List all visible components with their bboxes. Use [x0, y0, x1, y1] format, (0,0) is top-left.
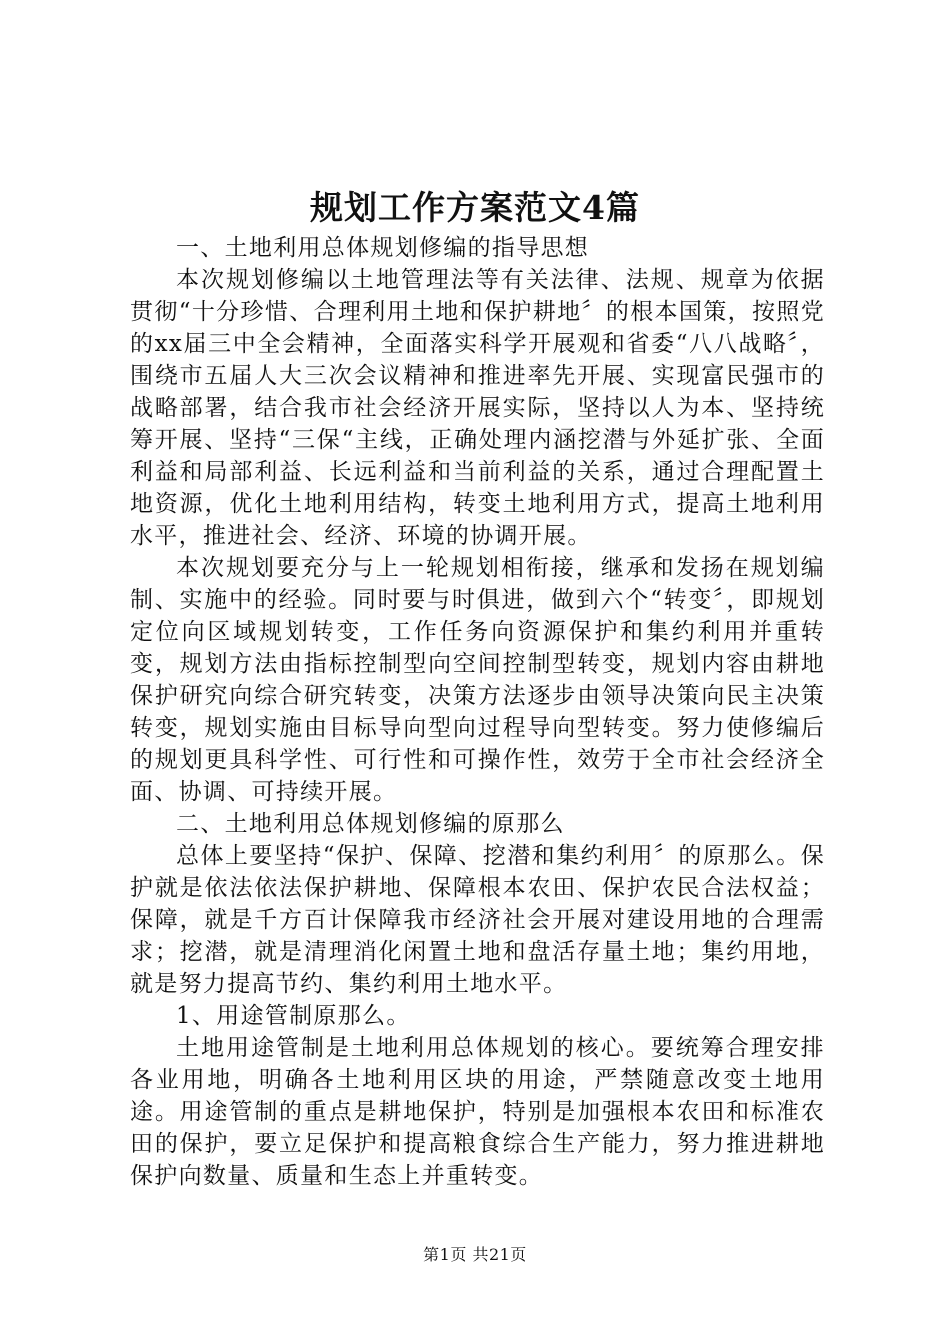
- page-number: 第1页 共21页: [423, 1245, 527, 1264]
- paragraph: 本次规划要充分与上一轮规划相衔接，继承和发扬在规划编制、实施中的经验。同时要与时俱进，做到六个“转变〞，即规划定位向区域规划转变，工作任务向资源保护和集约利用并重转变，规划方法由指标控制型向空间控制型转变，规划内容由耕地保护研究向综合研究转变，决策方法逐步由领导决策向民主决策转变，规划实施由目标导向型向过程导向型转变。努力使修编后的规划更具科学性、可行性和可操作性，效劳于全市社会经济全面、协调、可持续开展。: [130, 555, 825, 805]
- section-heading-principles: 二、土地利用总体规划修编的原那么: [176, 811, 565, 837]
- paragraph: 本次规划修编以土地管理法等有关法律、法规、规章为依据贯彻“十分珍惜、合理利用土地和保护耕地〞的根本国策，按照党的xx届三中全会精神，全面落实科学开展观和省委“八八战略〞，围绕市五届人大三次会议精神和推进率先开展、实现富民强市的战略部署，结合我市社会经济开展实际，坚持以人为本、坚持统筹开展、坚持“三保“主线，正确处理内涵挖潜与外延扩张、全面利益和局部利益、长远利益和当前利益的关系，通过合理配置土地资源，优化土地利用结构，转变土地利用方式，提高土地利用水平，推进社会、经济、环境的协调开展。: [130, 267, 825, 549]
- subsection-heading-use-control: 1、用途管制原那么。: [176, 1003, 411, 1029]
- paragraph: 总体上要坚持“保护、保障、挖潜和集约利用〞的原那么。保护就是依法依法保护耕地、保障根本农田、保护农民合法权益；保障，就是千方百计保障我市经济社会开展对建设用地的合理需求；挖潜，就是清理消化闲置土地和盘活存量土地；集约用地，就是努力提高节约、集约利用土地水平。: [130, 843, 825, 997]
- section-heading-guiding-ideology: 一、土地利用总体规划修编的指导思想: [176, 235, 590, 261]
- paragraph: 土地用途管制是土地利用总体规划的核心。要统筹合理安排各业用地，明确各土地利用区块的用途，严禁随意改变土地用途。用途管制的重点是耕地保护，特别是加强根本农田和标准农田的保护，要立足保护和提高粮食综合生产能力，努力推进耕地保护向数量、质量和生态上并重转变。: [130, 1035, 825, 1189]
- document-title: 规划工作方案范文4篇: [310, 188, 640, 227]
- document-body: [130, 232, 825, 1192]
